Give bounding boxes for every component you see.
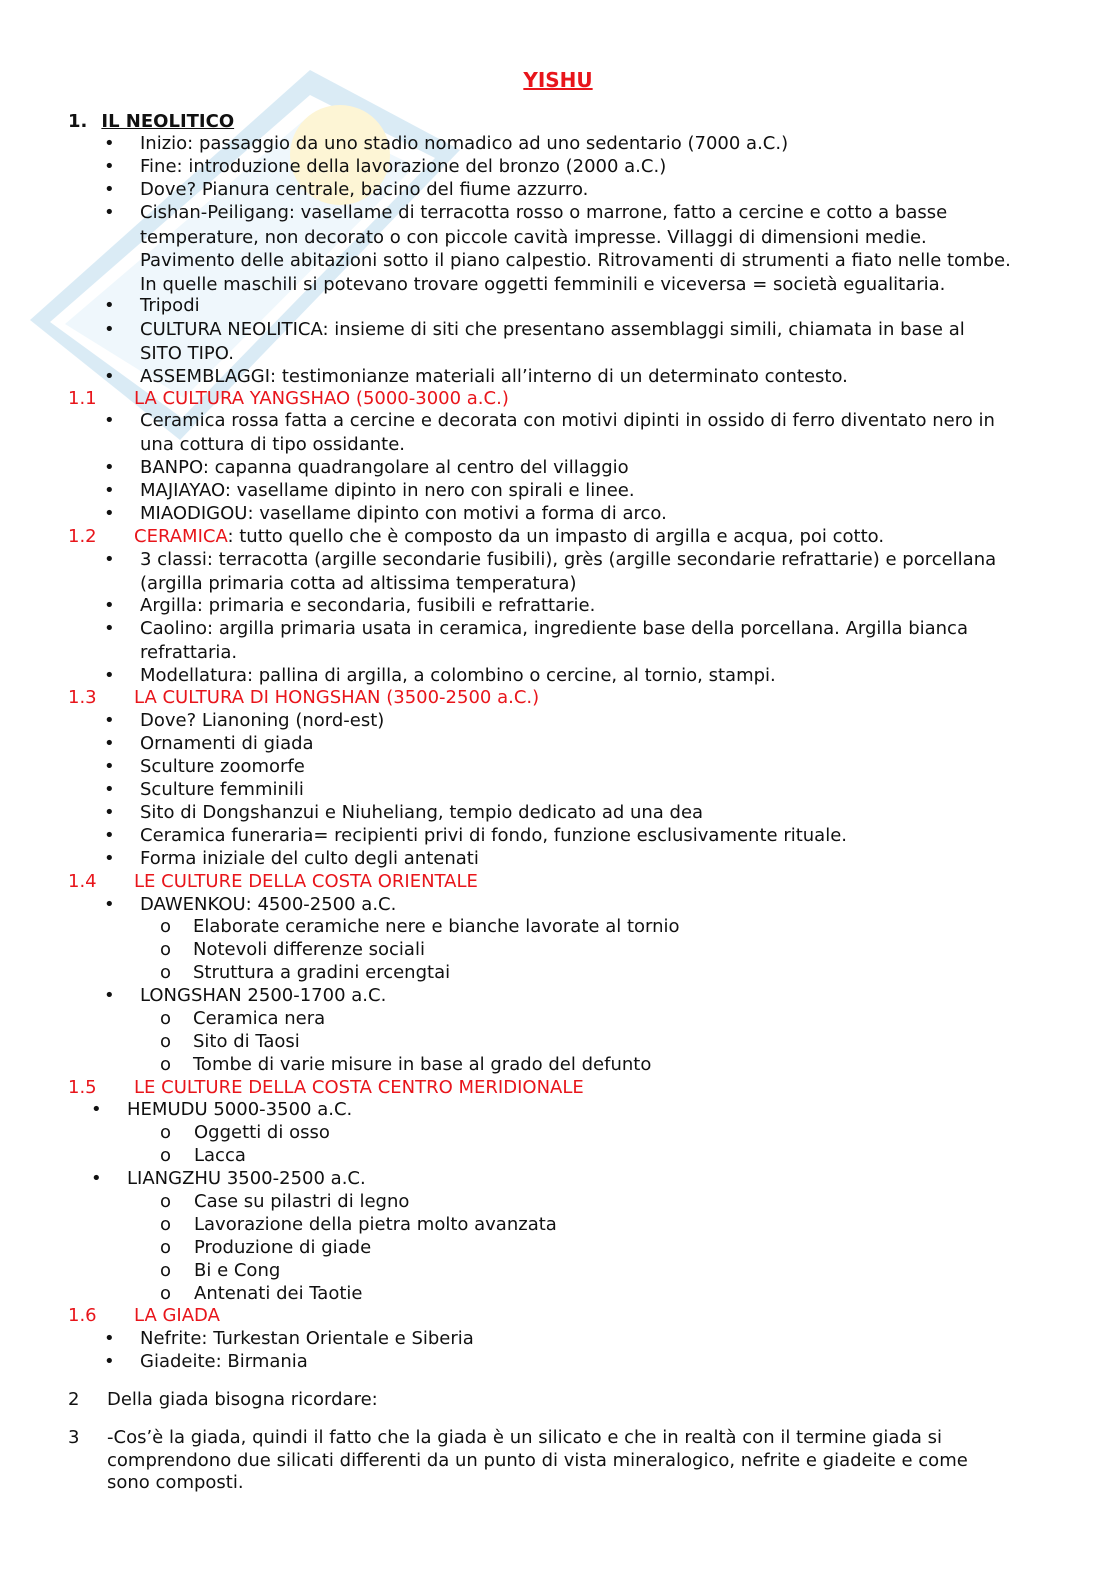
list-item: Cishan-Peiligang: vasellame di terracotta rosso o marrone, fatto a cercine e cotto a basse	[140, 202, 948, 223]
subsection-number: 1.6	[68, 1305, 97, 1326]
list-item: LONGSHAN 2500-1700 a.C.	[140, 985, 387, 1006]
list-item: Sculture zoomorfe	[140, 756, 305, 777]
sub-bullet-icon: o	[160, 1237, 172, 1258]
sub-bullet-icon: o	[160, 1122, 172, 1143]
list-item: Argilla: primaria e secondaria, fusibili e refrattarie.	[140, 595, 596, 616]
subsection-number: 1.2	[68, 526, 97, 547]
list-item: Modellatura: pallina di argilla, a colombino o cercine, al tornio, stampi.	[140, 665, 776, 686]
paragraph-number: 2	[68, 1389, 80, 1410]
section-number: 1.	[68, 111, 88, 132]
list-item: MAJIAYAO: vasellame dipinto in nero con spirali e linee.	[140, 480, 635, 501]
paragraph-number: 3	[68, 1427, 80, 1448]
list-item-continuation: refrattaria.	[140, 642, 238, 663]
sub-bullet-icon: o	[160, 1191, 172, 1212]
sub-bullet-icon: o	[160, 1031, 172, 1052]
bullet-icon: •	[104, 665, 115, 686]
list-item: Ceramica funeraria= recipienti privi di fondo, funzione esclusivamente rituale.	[140, 825, 848, 846]
list-item: CULTURA NEOLITICA: insieme di siti che presentano assemblaggi simili, chiamata in base al	[140, 319, 965, 340]
list-item: 3 classi: terracotta (argille secondarie fusibili), grès (argille secondarie refrattarie) e porcellana	[140, 549, 997, 570]
list-item-continuation: (argilla primaria cotta ad altissima temperatura)	[140, 573, 577, 594]
bullet-icon: •	[104, 733, 115, 754]
list-item: Dove? Lianoning (nord-est)	[140, 710, 385, 731]
bullet-icon: •	[104, 503, 115, 524]
list-item: Sito di Dongshanzui e Niuheliang, tempio dedicato ad una dea	[140, 802, 704, 823]
bullet-icon: •	[104, 549, 115, 570]
subsection-number: 1.1	[68, 388, 97, 409]
sub-list-item: Oggetti di osso	[194, 1122, 330, 1143]
sub-list-item: Case su pilastri di legno	[194, 1191, 410, 1212]
sub-bullet-icon: o	[160, 1260, 172, 1281]
bullet-icon: •	[104, 1351, 115, 1372]
bullet-icon: •	[104, 756, 115, 777]
sub-list-item: Tombe di varie misure in base al grado del defunto	[193, 1054, 652, 1075]
bullet-icon: •	[104, 1328, 115, 1349]
bullet-icon: •	[91, 1168, 102, 1189]
list-item-continuation: una cottura di tipo ossidante.	[140, 434, 406, 455]
subsection-heading: LA GIADA	[134, 1305, 220, 1326]
bullet-icon: •	[104, 179, 115, 200]
bullet-icon: •	[104, 779, 115, 800]
list-item: Tripodi	[140, 295, 200, 316]
bullet-icon: •	[104, 618, 115, 639]
bullet-icon: •	[104, 710, 115, 731]
sub-list-item: Lacca	[194, 1145, 246, 1166]
list-item-continuation: In quelle maschili si potevano trovare oggetti femminili e viceversa = società egualitaria.	[140, 274, 946, 295]
sub-bullet-icon: o	[160, 916, 172, 937]
bullet-icon: •	[91, 1099, 102, 1120]
bullet-icon: •	[104, 457, 115, 478]
sub-list-item: Sito di Taosi	[193, 1031, 300, 1052]
list-item: Sculture femminili	[140, 779, 304, 800]
sub-list-item: Produzione di giade	[194, 1237, 372, 1258]
bullet-icon: •	[104, 319, 115, 340]
section-1-heading	[68, 110, 234, 133]
bullet-icon: •	[104, 410, 115, 431]
list-item: Dove? Pianura centrale, bacino del fiume azzurro.	[140, 179, 589, 200]
subsection-heading: LE CULTURE DELLA COSTA CENTRO MERIDIONALE	[134, 1077, 584, 1098]
paragraph-text: comprendono due silicati differenti da un punto di vista mineralogico, nefrite e giadeite e come	[107, 1450, 968, 1471]
subsection-number: 1.3	[68, 687, 97, 708]
list-item: LIANGZHU 3500-2500 a.C.	[127, 1168, 366, 1189]
bullet-icon: •	[104, 366, 115, 387]
sub-bullet-icon: o	[160, 1054, 172, 1075]
bullet-icon: •	[104, 202, 115, 223]
bullet-icon: •	[104, 156, 115, 177]
section-label: IL NEOLITICO	[101, 111, 235, 132]
list-item: ASSEMBLAGGI: testimonianze materiali all’interno di un determinato contesto.	[140, 366, 848, 387]
sub-bullet-icon: o	[160, 1214, 172, 1235]
list-item: Ornamenti di giada	[140, 733, 314, 754]
list-item: Caolino: argilla primaria usata in ceramica, ingrediente base della porcellana. Argilla bianca	[140, 618, 968, 639]
sub-bullet-icon: o	[160, 1145, 172, 1166]
list-item: Ceramica rossa fatta a cercine e decorata con motivi dipinti in ossido di ferro diventato nero in	[140, 410, 995, 431]
sub-list-item: Bi e Cong	[194, 1260, 281, 1281]
bullet-icon: •	[104, 295, 115, 316]
subsection-heading: LA CULTURA YANGSHAO (5000-3000 a.C.)	[134, 388, 509, 409]
list-item: Inizio: passaggio da uno stadio nomadico ad uno sedentario (7000 a.C.)	[140, 133, 789, 154]
subsection-heading: LE CULTURE DELLA COSTA ORIENTALE	[134, 871, 478, 892]
subsection-number: 1.4	[68, 871, 97, 892]
paragraph-text: Della giada bisogna ricordare:	[107, 1389, 378, 1410]
subsection-definition: : tutto quello che è composto da un impasto di argilla e acqua, poi cotto.	[227, 526, 885, 547]
sub-bullet-icon: o	[160, 939, 172, 960]
list-item-continuation: temperature, non decorato o con piccole cavità impresse. Villaggi di dimensioni medie.	[140, 227, 927, 248]
sub-list-item: Elaborate ceramiche nere e bianche lavorate al tornio	[193, 916, 680, 937]
sub-bullet-icon: o	[160, 962, 172, 983]
sub-bullet-icon: o	[160, 1008, 172, 1029]
list-item: BANPO: capanna quadrangolare al centro del villaggio	[140, 457, 629, 478]
list-item: Giadeite: Birmania	[140, 1351, 308, 1372]
bullet-icon: •	[104, 595, 115, 616]
bullet-icon: •	[104, 985, 115, 1006]
list-item-continuation: SITO TIPO.	[140, 343, 234, 364]
paragraph-text: sono composti.	[107, 1472, 244, 1493]
sub-list-item: Notevoli differenze sociali	[193, 939, 425, 960]
list-item: HEMUDU 5000-3500 a.C.	[127, 1099, 353, 1120]
bullet-icon: •	[104, 894, 115, 915]
sub-list-item: Antenati dei Taotie	[194, 1283, 363, 1304]
subsection-label: CERAMICA	[134, 526, 228, 547]
paragraph-text: -Cos’è la giada, quindi il fatto che la giada è un silicato e che in realtà con il termine giada si	[107, 1427, 943, 1448]
sub-bullet-icon: o	[160, 1283, 172, 1304]
subsection-number: 1.5	[68, 1077, 97, 1098]
subsection-heading	[134, 525, 884, 548]
list-item-continuation: Pavimento delle abitazioni sotto il piano calpestio. Ritrovamenti di strumenti a fiato nelle tombe.	[140, 250, 1011, 271]
subsection-heading: LA CULTURA DI HONGSHAN (3500-2500 a.C.)	[134, 687, 540, 708]
bullet-icon: •	[104, 825, 115, 846]
sub-list-item: Ceramica nera	[193, 1008, 326, 1029]
list-item: Nefrite: Turkestan Orientale e Siberia	[140, 1328, 474, 1349]
list-item: Forma iniziale del culto degli antenati	[140, 848, 479, 869]
bullet-icon: •	[104, 480, 115, 501]
bullet-icon: •	[104, 802, 115, 823]
sub-list-item: Struttura a gradini ercengtai	[193, 962, 451, 983]
list-item: DAWENKOU: 4500-2500 a.C.	[140, 894, 397, 915]
sub-list-item: Lavorazione della pietra molto avanzata	[194, 1214, 557, 1235]
list-item: MIAODIGOU: vasellame dipinto con motivi a forma di arco.	[140, 503, 667, 524]
list-item: Fine: introduzione della lavorazione del bronzo (2000 a.C.)	[140, 156, 667, 177]
document-title: YISHU	[523, 68, 593, 92]
bullet-icon: •	[104, 133, 115, 154]
bullet-icon: •	[104, 848, 115, 869]
